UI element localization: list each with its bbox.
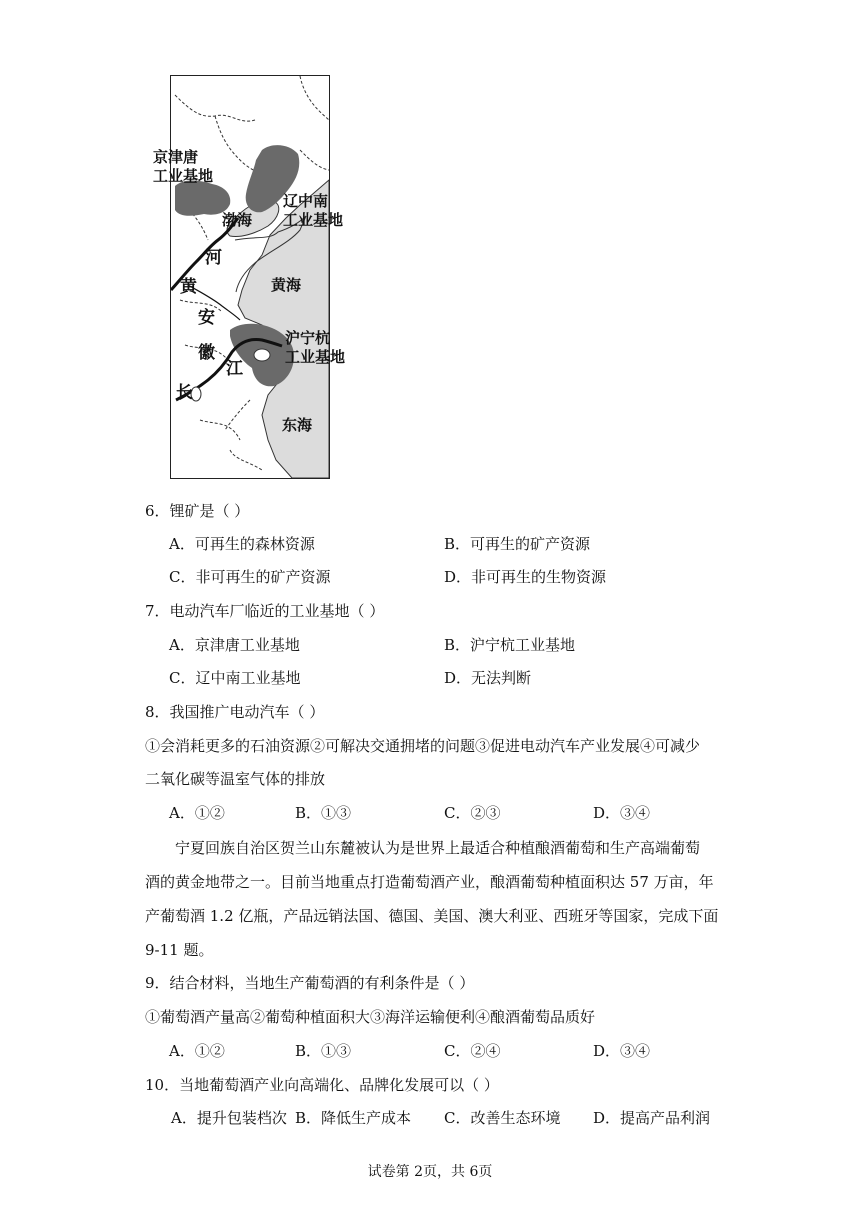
question-6-stem: 6．锂矿是（ ） <box>145 502 250 520</box>
river-char-huang: 黄 <box>180 277 197 297</box>
q8-option-c[interactable]: C．②③ <box>444 804 501 822</box>
q6-option-b[interactable]: B．可再生的矿产资源 <box>444 535 591 553</box>
q6-option-c[interactable]: C．非可再生的矿产资源 <box>169 568 331 586</box>
q10-option-b[interactable]: B．降低生产成本 <box>295 1109 412 1127</box>
q9-option-b[interactable]: B．①③ <box>295 1042 352 1060</box>
bohai-label: 渤海 <box>222 211 253 229</box>
q8-option-b[interactable]: B．①③ <box>295 804 352 822</box>
q8-option-a[interactable]: A．①② <box>169 804 225 822</box>
material-line-3: 产葡萄酒 1.2 亿瓶，产品远销法国、德国、美国、澳大利亚、西班牙等国家，完成下面 <box>145 907 719 925</box>
question-8-stem: 8．我国推广电动汽车（ ） <box>145 703 325 721</box>
q7-option-d[interactable]: D．无法判断 <box>444 669 532 687</box>
q8-option-d[interactable]: D．③④ <box>593 804 651 822</box>
page-footer: 试卷第 2页，共 6页 <box>367 1164 493 1180</box>
q6-option-d[interactable]: D．非可再生的生物资源 <box>444 568 607 586</box>
river-char-chang: 长 <box>176 383 193 403</box>
q9-statements: ①葡萄酒产量高②葡萄种植面积大③海洋运输便利④酿酒葡萄品质好 <box>145 1008 596 1026</box>
jingjintang-label: 京津唐 工业基地 <box>153 148 214 185</box>
material-line-4: 9-11 题。 <box>145 941 214 959</box>
question-10-stem: 10．当地葡萄酒产业向高端化、品牌化发展可以（ ） <box>145 1076 499 1094</box>
donghai-label: 东海 <box>282 416 313 434</box>
province-char-hui: 徽 <box>198 343 215 363</box>
question-9-stem: 9．结合材料，当地生产葡萄酒的有利条件是（ ） <box>145 974 475 992</box>
q10-option-a[interactable]: A．提升包装档次 <box>171 1109 287 1127</box>
q9-option-d[interactable]: D．③④ <box>593 1042 651 1060</box>
province-char-an: 安 <box>198 308 215 328</box>
huanghai-label: 黄海 <box>271 276 302 294</box>
industrial-base-map <box>0 0 860 500</box>
river-char-he: 河 <box>205 248 222 268</box>
huninghang-label: 沪宁杭 工业基地 <box>285 329 346 366</box>
material-line-2: 酒的黄金地带之一。目前当地重点打造葡萄酒产业，酿酒葡萄种植面积达 57 万亩，年 <box>145 873 714 891</box>
q8-statements-line1: ①会消耗更多的石油资源②可解决交通拥堵的问题③促进电动汽车产业发展④可减少 <box>145 737 701 755</box>
q7-option-b[interactable]: B．沪宁杭工业基地 <box>444 636 576 654</box>
q10-option-c[interactable]: C．改善生态环境 <box>444 1109 561 1127</box>
q7-option-a[interactable]: A．京津唐工业基地 <box>169 636 300 654</box>
taihu-lake <box>254 349 270 361</box>
liaozhongnan-label: 辽中南 工业基地 <box>283 192 344 229</box>
river-char-jiang: 江 <box>226 359 243 379</box>
q9-option-c[interactable]: C．②④ <box>444 1042 501 1060</box>
q9-option-a[interactable]: A．①② <box>169 1042 225 1060</box>
q8-statements-line2: 二氧化碳等温室气体的排放 <box>145 770 326 788</box>
q6-option-a[interactable]: A．可再生的森林资源 <box>169 535 315 553</box>
question-7-stem: 7．电动汽车厂临近的工业基地（ ） <box>145 602 385 620</box>
material-line-1: 宁夏回族自治区贺兰山东麓被认为是世界上最适合种植酿酒葡萄和生产高端葡萄 <box>175 839 701 857</box>
q10-option-d[interactable]: D．提高产品利润 <box>593 1109 711 1127</box>
q7-option-c[interactable]: C．辽中南工业基地 <box>169 669 301 687</box>
